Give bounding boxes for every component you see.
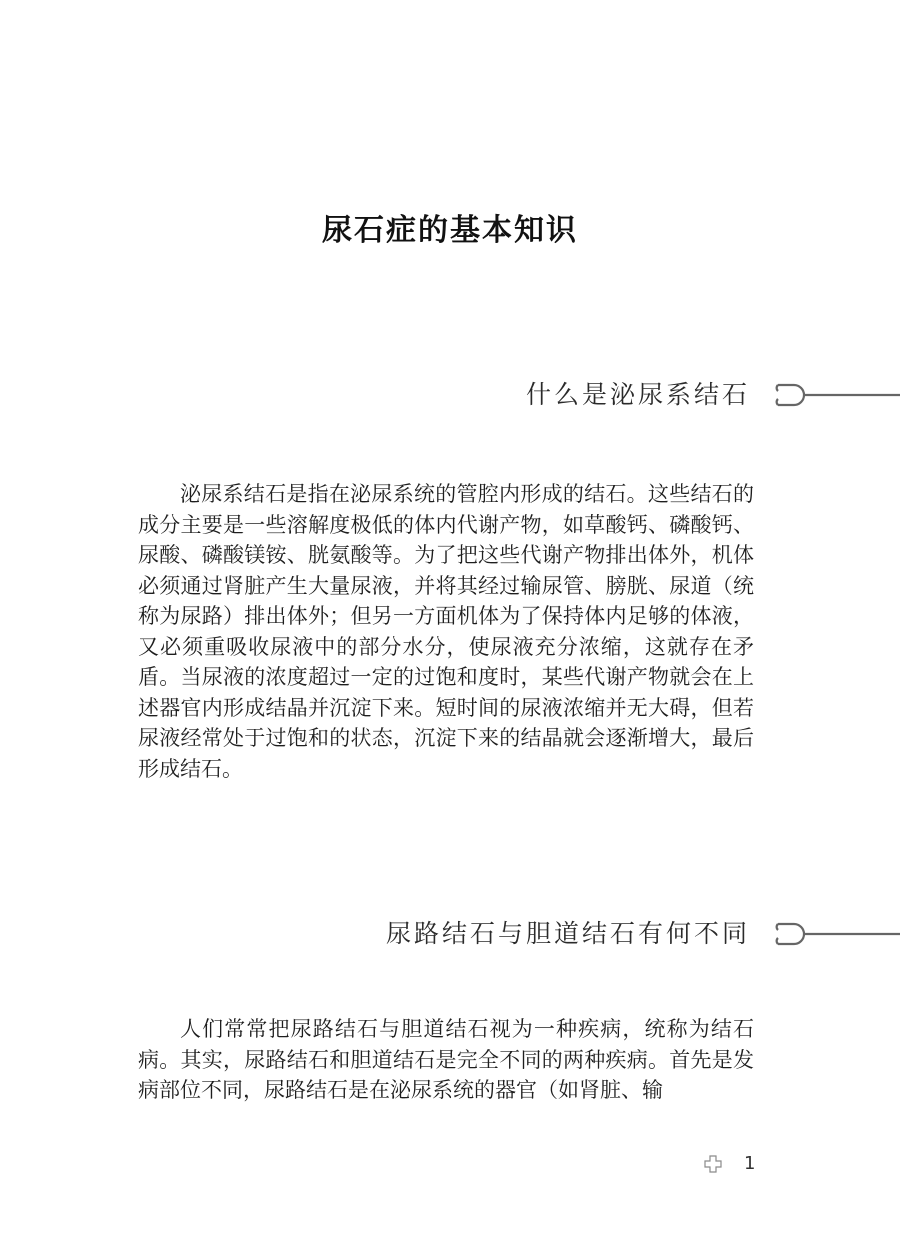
- section-heading-1: [0, 375, 900, 415]
- heading-connector-icon: [770, 918, 900, 950]
- section-heading-text: 尿路结石与胆道结石有何不同: [385, 919, 750, 948]
- chapter-title: 尿石症的基本知识: [322, 213, 578, 248]
- section-2-paragraph: 人们常常把尿路结石与胆道结石视为一种疾病，统称为结石病。其实，尿路结石和胆道结石是完全不同的两种疾病。首先是发病部位不同，尿路结石是在泌尿系统的器官（如肾脏、输: [138, 1017, 754, 1102]
- section-heading-2: [0, 914, 900, 954]
- section-heading-text: 什么是泌尿系结石: [525, 380, 750, 409]
- heading-connector-icon: [770, 379, 900, 411]
- page-number: 1: [744, 1153, 756, 1174]
- section-1-paragraph: 泌尿系结石是指在泌尿系统的管腔内形成的结石。这些结石的成分主要是一些溶解度极低的体内代谢产物，如草酸钙、磷酸钙、尿酸、磷酸镁铵、胱氨酸等。为了把这些代谢产物排出体外，机体必须通过肾脏产生大量尿液，并将其经过输尿管、膀胱、尿道（统称为尿路）排出体外；但另一方面机体为了保持体内足够的体液，又必须重吸收尿液中的部分水分，使尿液充分浓缩，这就存在矛盾。当尿液的浓度超过一定的过饱和度时，某些代谢产物就会在上述器官内形成结晶并沉淀下来。短时间的尿液浓缩并无大碍，但若尿液经常处于过饱和的状态，沉淀下来的结晶就会逐渐增大，最后形成结石。: [138, 482, 754, 781]
- cross-outline-icon: [704, 1155, 722, 1173]
